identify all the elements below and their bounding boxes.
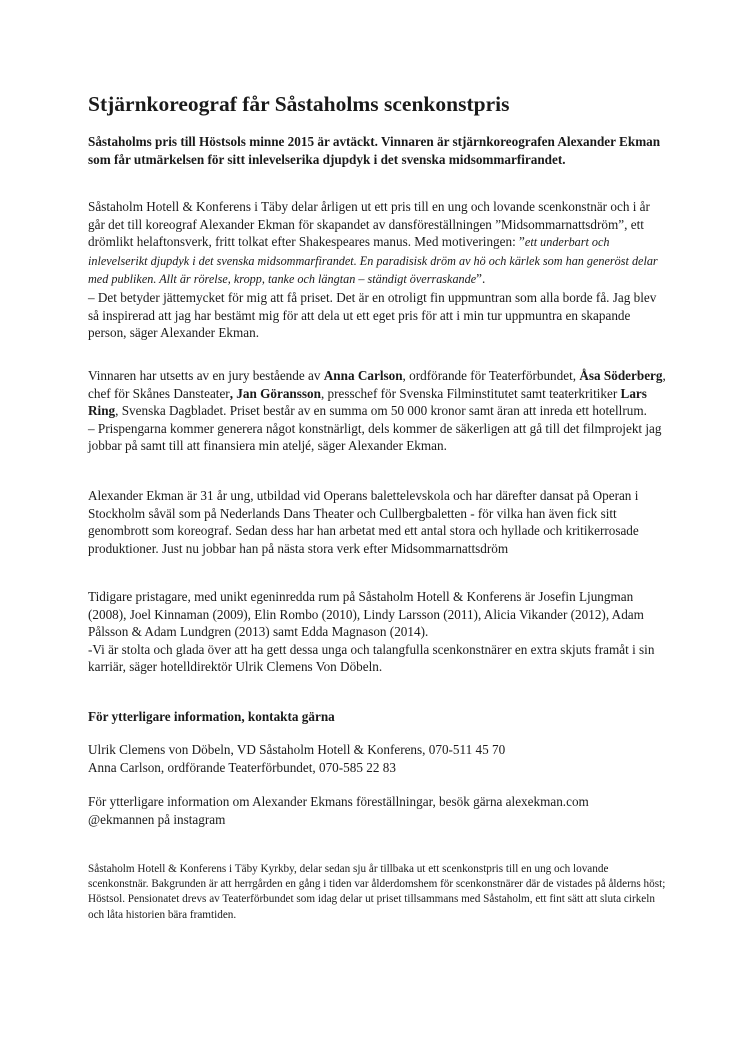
intro-block: [88, 198, 668, 342]
lead-block: [88, 133, 668, 168]
intro-text: Såstaholm Hotell & Konferens i Täby delar årligen ut ett pris till en ung och lovande scenkonstnär och i år går det till koreograf Alexander Ekman för skapandet av dansföreställningen ”Midsommarnattsdröm”, ett drömlikt helaftonsverk, fritt tolkat efter Shakespeares manus. Med motiveringen: ”: [88, 199, 650, 250]
jury-text-3: , chef för Skånes Dansteater: [88, 368, 666, 401]
jury-text-2: , ordförande för Teaterförbundet,: [402, 368, 580, 383]
more-info-website: För ytterligare information om Alexander Ekmans föreställningar, besök gärna alexekman.com: [88, 794, 589, 809]
more-info-block: [88, 793, 668, 828]
jury-text-1: Vinnaren har utsetts av en jury bestående av: [88, 368, 324, 383]
jury-name-anna-carlson: Anna Carlson: [323, 368, 403, 383]
jury-text-4: , presschef för Svenska Filminstitutet samt teaterkritiker: [320, 385, 621, 401]
bio-block: [88, 487, 668, 557]
previous-winners-block: [88, 588, 668, 676]
headline-block: [88, 91, 668, 117]
jury-text-5: , Svenska Dagbladet. Priset består av en summa om 50 000 kronor samt äran att inreda ett hotellrum.: [115, 403, 647, 419]
contact-block: [88, 741, 668, 776]
contact-heading-block: [88, 708, 668, 726]
contact-line-anna: Anna Carlson, ordförande Teaterförbundet, 070-585 22 83: [88, 759, 396, 775]
jury-name-lars-ring: Lars Ring: [88, 385, 647, 419]
prize-money-reply: – Prispengarna kommer generera något konstnärligt, dels kommer de säkerligen att gå till det filmprojekt jag jobbar på samt till att finansiera min ateljé, säger Alexander Ekman.: [88, 420, 662, 454]
footer-block: [88, 862, 668, 923]
quote-close: ”.: [476, 271, 486, 287]
lead-paragraph: Såstaholms pris till Höstsols minne 2015 är avtäckt. Vinnaren är stjärnkoreografen Alexander Ekman som får utmärkelsen för sitt inlevelserika djupdyk i det svenska midsommarfirandet.: [88, 134, 661, 167]
bio-paragraph: Alexander Ekman är 31 år ung, utbildad vid Operans balettelevskola och har därefter dansat på Operan i Stockholm såväl som på Nederlands Dans Theater och Cullbergbaletten - för vilka han även fick sitt genombrott som koreograf. Sedan dess har han arbetat med ett antal stora och hyllade och kritikerrosade produktioner. Just nu jobbar han på nästa stora verk efter Midsommarnattsdröm: [88, 488, 639, 556]
hotel-director-quote: -Vi är stolta och glada över att ha gett dessa unga och talangfulla scenkonstnärer en extra skjuts framåt i sin karriär, säger hotelldirektör Ulrik Clemens Von Döbeln.: [88, 641, 655, 675]
footer-boilerplate: Såstaholm Hotell & Konferens i Täby Kyrkby, delar sedan sju år tillbaka ut ett scenkonstpris till en ung och lovande scenkonstnär. Bakgrunden är att herrgården en gång i tiden var ålderdomshem för scenkonstnärer där de vistades på ålderns höst; Höstsol. Pensionatet drevs av Teaterförbundet som idag delar ut priset tillsammans med Såstaholm, ett fint sätt att sluta cirkeln och låta historien bära framtiden.: [88, 863, 666, 921]
jury-block: [88, 367, 668, 455]
jury-name-jan-goransson: , Jan Göransson: [229, 385, 321, 401]
previous-winners-paragraph: Tidigare pristagare, med unikt egeninredda rum på Såstaholm Hotell & Konferens är Josefin Ljungman (2008), Joel Kinnaman (2009), Elin Rombo (2010), Lindy Larsson (2011), Alicia Vikander (2012), Adam Pålsson & Adam Lundgren (2013) samt Edda Magnason (2014).: [88, 589, 644, 640]
winner-reply: – Det betyder jättemycket för mig att få priset. Det är en otroligt fin uppmuntran som alla borde få. Jag blev så inspirerad att jag har bestämt mig för att dela ut ett eget pris för att i min tur uppmuntra en skapande person, säger Alexander Ekman.: [88, 289, 657, 341]
page-title: Stjärnkoreograf får Såstaholms scenkonstpris: [88, 92, 510, 116]
contact-heading: För ytterligare information, kontakta gärna: [88, 709, 335, 724]
jury-name-asa-soderberg: Åsa Söderberg: [579, 368, 663, 383]
intro-paragraph: [88, 198, 668, 289]
more-info-instagram: @ekmannen på instagram: [88, 811, 226, 827]
jury-motivation-quote: ett underbart och inlevelserikt djupdyk i det svenska midsommarfirandet. En paradisisk dröm av hö och kärlek som han generöst delar med publiken. Allt är rörelse, kropp, tanke och längtan – ständigt överraskande: [88, 235, 658, 287]
jury-paragraph: [88, 367, 668, 420]
contact-line-ulrik: Ulrik Clemens von Döbeln, VD Såstaholm Hotell & Konferens, 070-511 45 70: [88, 742, 506, 757]
